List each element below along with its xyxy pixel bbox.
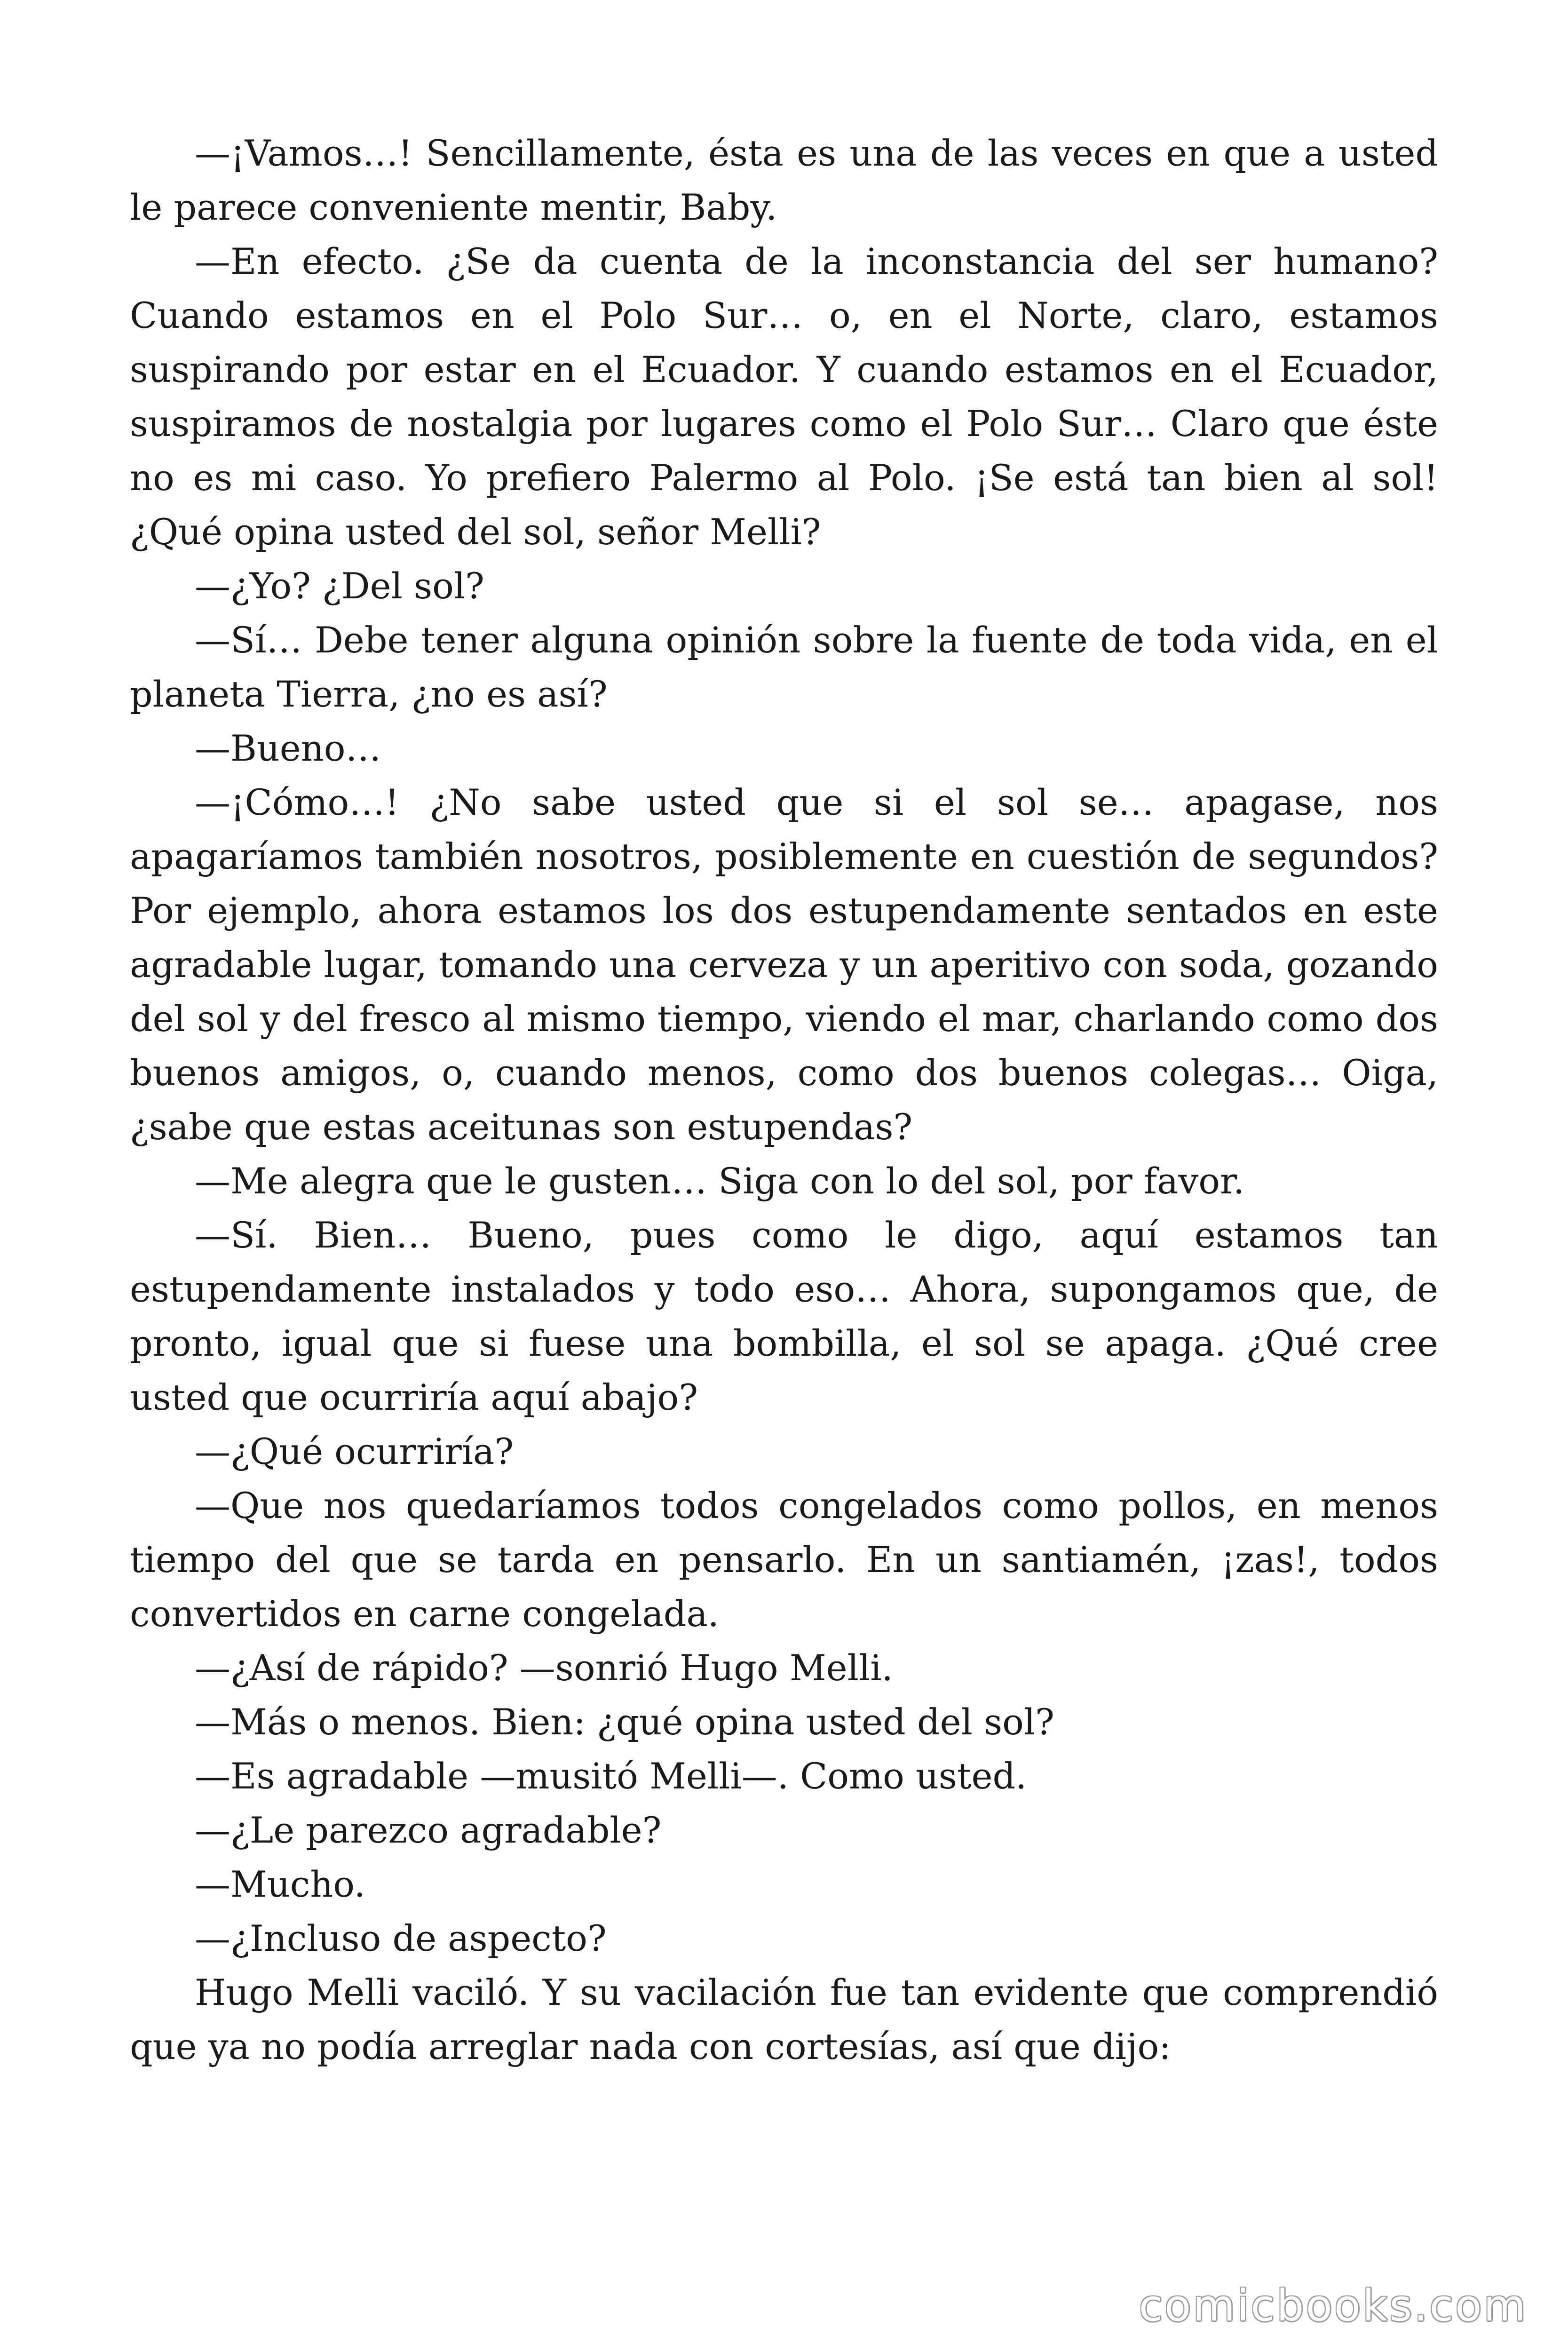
paragraph: —¡Vamos…! Sencillamente, ésta es una de las veces en que a usted le parece conveniente mentir, Baby.: [130, 132, 1438, 228]
paragraph: —¿Así de rápido? —sonrió Hugo Melli.: [195, 1647, 893, 1689]
paragraph: —¿Qué ocurriría?: [195, 1430, 514, 1472]
paragraph: Hugo Melli vaciló. Y su vacilación fue tan evidente que comprendió que ya no podía arreglar nada con cortesías, así que dijo:: [130, 1971, 1438, 2067]
paragraph: —¡Cómo…! ¿No sabe usted que si el sol se… apagase, nos apagaríamos también nosotros, posiblemente en cuestión de segundos? Por ejemplo, ahora estamos los dos estupendamente sentados en este agradable lugar, tomando una cerveza y un aperitivo con soda, gozando del sol y del fresco al mismo tiempo, viendo el mar, charlando como dos buenos amigos, o, cuando menos, como dos buenos colegas… Oiga, ¿sabe que estas aceitunas son estupendas?: [130, 781, 1438, 1148]
paragraph: —Que nos quedaríamos todos congelados como pollos, en menos tiempo del que se tarda en pensarlo. En un santiamén, ¡zas!, todos convertidos en carne congelada.: [130, 1485, 1438, 1635]
paragraph: —¿Yo? ¿Del sol?: [195, 565, 484, 607]
paragraph: —Es agradable —musitó Melli—. Como usted.: [195, 1755, 1027, 1797]
paragraph: —Me alegra que le gusten… Siga con lo del sol, por favor.: [195, 1160, 1245, 1202]
paragraph: —En efecto. ¿Se da cuenta de la inconstancia del ser humano? Cuando estamos en el Polo Sur… o, en el Norte, claro, estamos suspirando por estar en el Ecuador. Y cuando estamos en el Ecuador, suspiramos de nostalgia por lugares como el Polo Sur… Claro que éste no es mi caso. Yo prefiero Palermo al Polo. ¡Se está tan bien al sol! ¿Qué opina usted del sol, señor Melli?: [130, 240, 1438, 553]
paragraph: —Sí… Debe tener alguna opinión sobre la fuente de toda vida, en el planeta Tierra, ¿no es así?: [130, 619, 1438, 715]
watermark-logo: comicbooks.com: [1139, 2280, 1528, 2331]
paragraph: —¿Incluso de aspecto?: [195, 1917, 607, 1959]
paragraph: —Bueno…: [195, 727, 381, 769]
paragraph: —Mucho.: [195, 1863, 365, 1905]
paragraph: —Más o menos. Bien: ¿qué opina usted del sol?: [195, 1701, 1054, 1743]
paragraph: —¿Le parezco agradable?: [195, 1809, 662, 1851]
page-text-body: [130, 126, 1438, 2074]
paragraph: —Sí. Bien… Bueno, pues como le digo, aquí estamos tan estupendamente instalados y todo eso… Ahora, supongamos que, de pronto, igual que si fuese una bombilla, el sol se apaga. ¿Qué cree usted que ocurriría aquí abajo?: [130, 1214, 1438, 1418]
